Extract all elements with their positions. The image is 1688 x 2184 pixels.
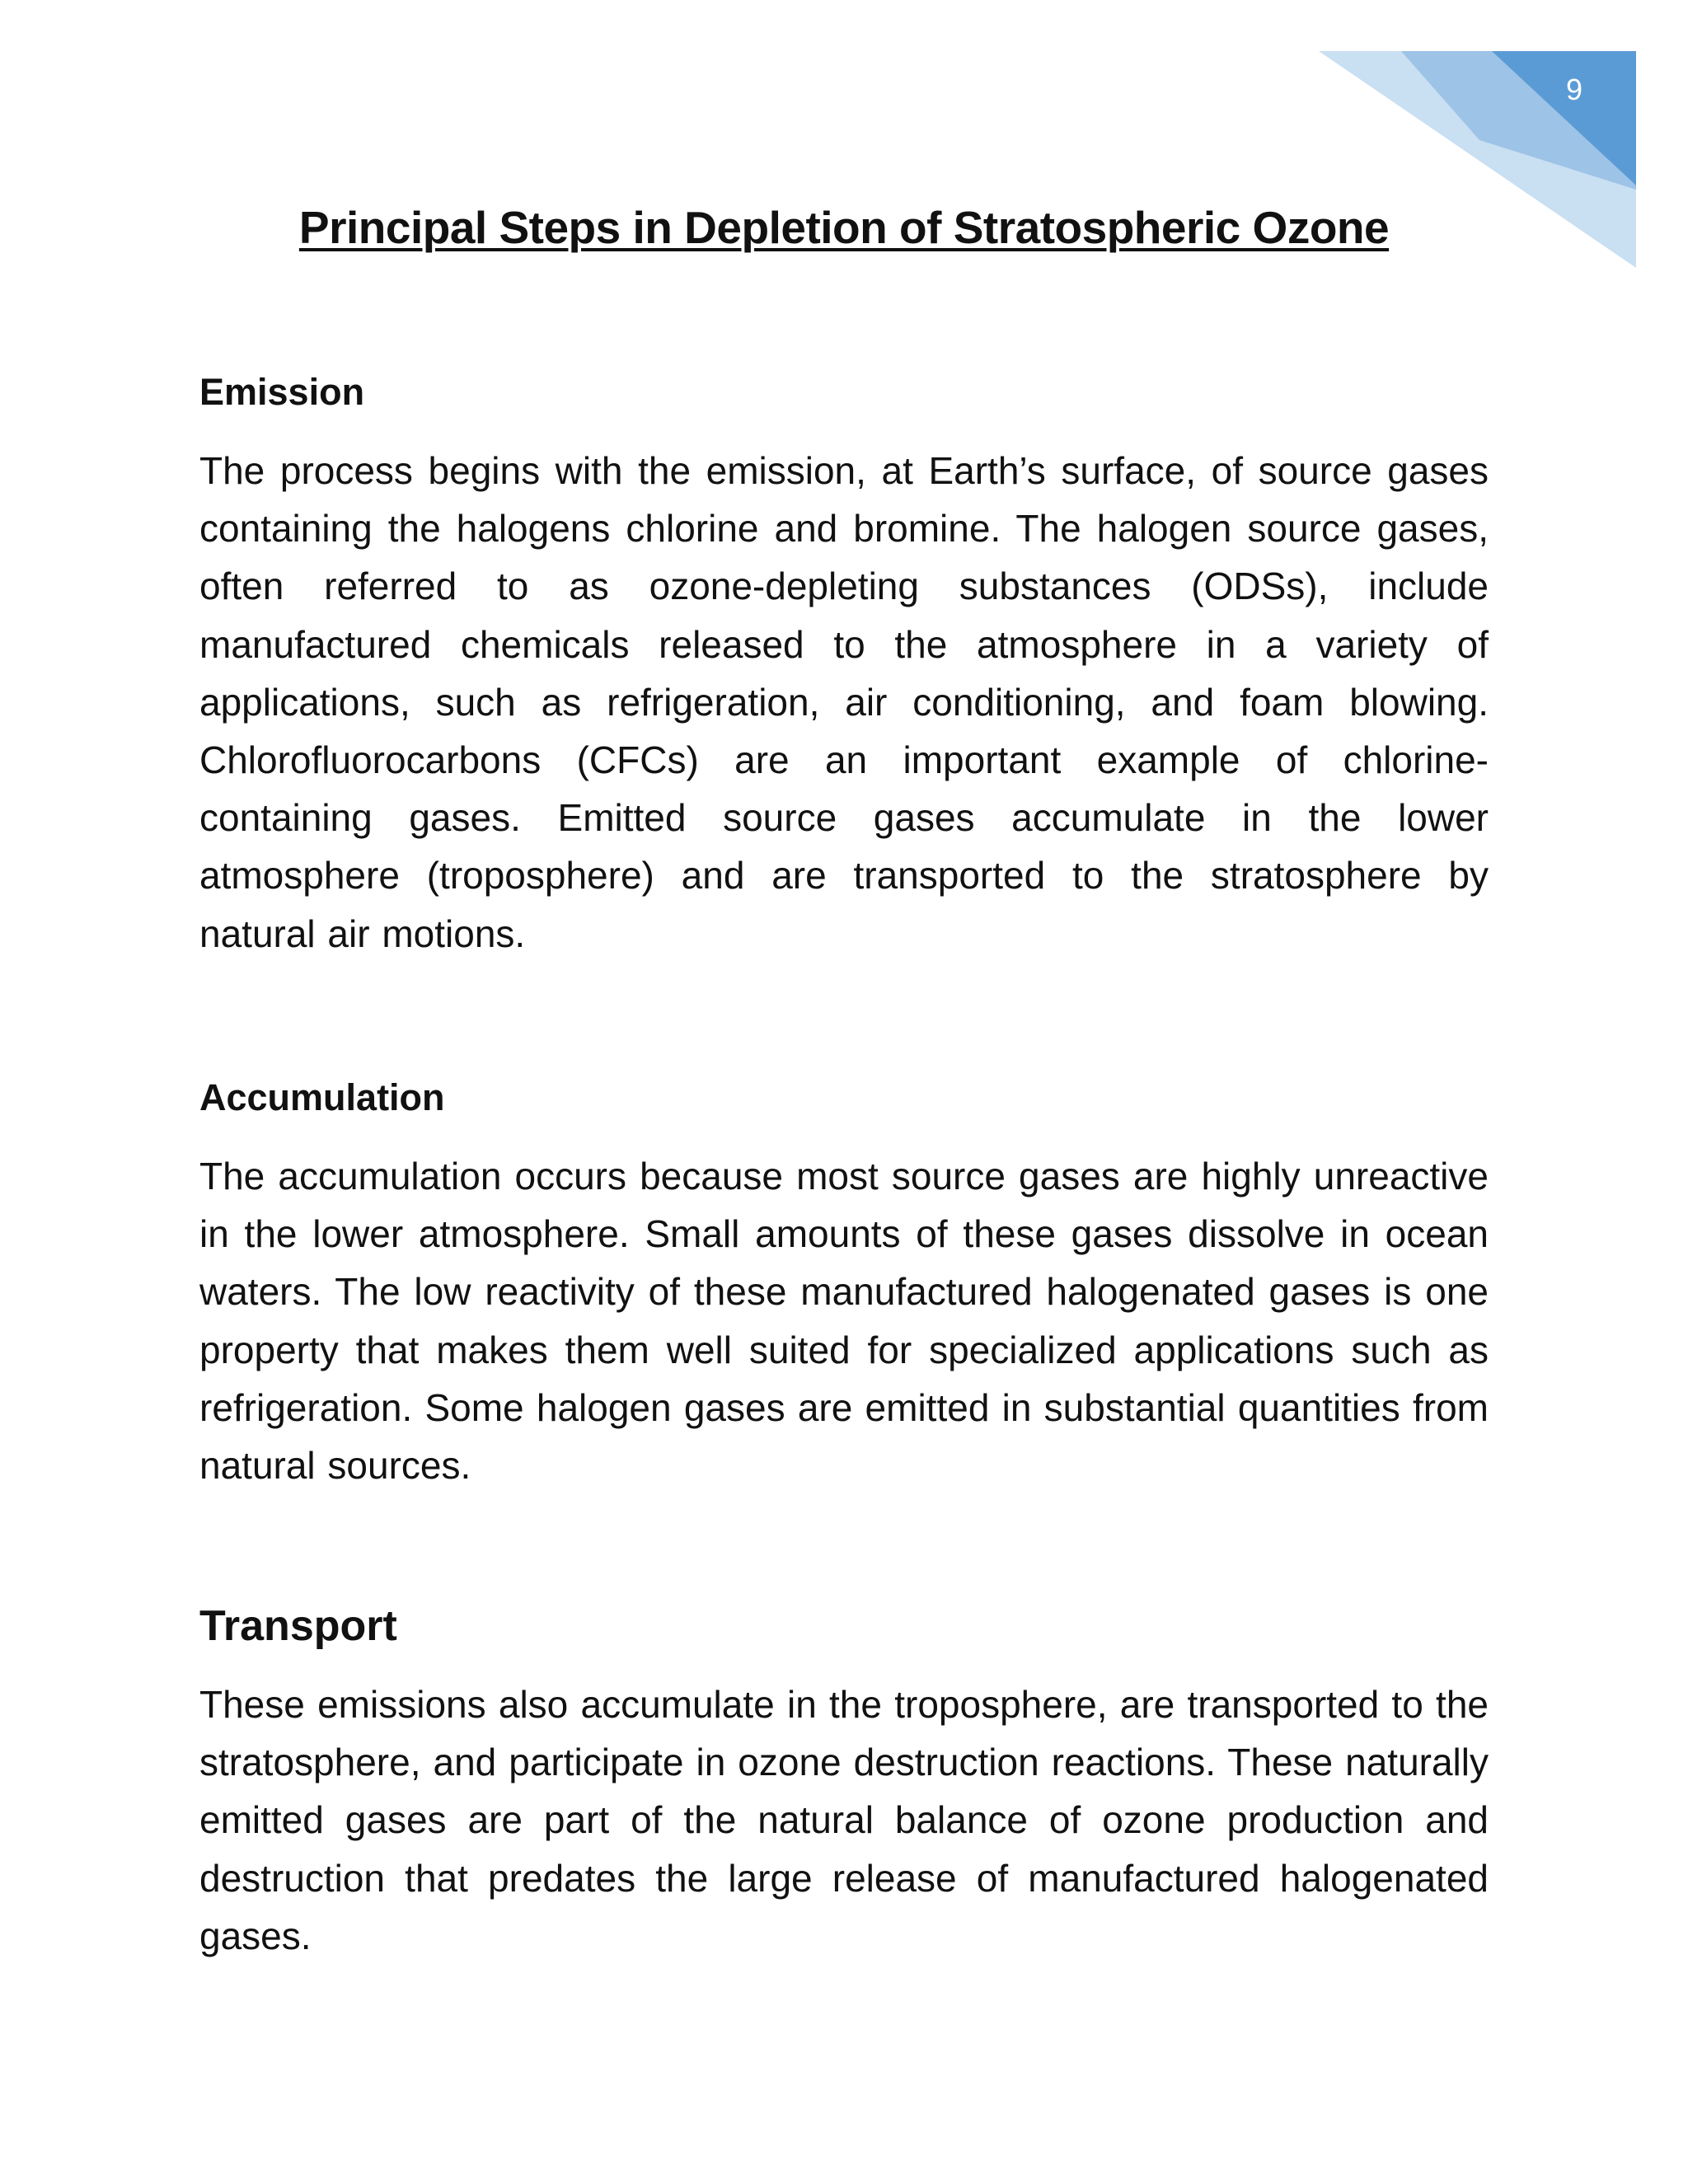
page-number: 9 — [1565, 73, 1583, 106]
section-transport — [199, 1601, 1489, 1965]
section-body: The process begins with the emission, at Earth’s surface, of source gases containing the halogens chlorine and bromine. The halogen source gases, often referred to as ozone-depleting substances (ODSs), include manufactured chemicals released to the atmosphere in a variety of applications, such as refrigeration, air conditioning, and foam blowing. Chlorofluorocarbons (CFCs) are an important example of chlorine-containing gases. Emitted source gases accumulate in the lower atmosphere (troposphere) and are transported to the stratosphere by natural air motions. — [199, 449, 1489, 955]
section-accumulation — [199, 1073, 1489, 1494]
section-emission — [199, 368, 1489, 963]
section-body: These emissions also accumulate in the troposphere, are transported to the stratosphere, and participate in ozone destruction reactions. These naturally emitted gases are part of the natural balance of ozone production and destruction that predates the large release of manufactured halogenated gases. — [199, 1683, 1489, 1957]
section-heading: Transport — [199, 1602, 397, 1650]
section-heading: Emission — [199, 371, 365, 413]
page-title: Principal Steps in Depletion of Stratospheric Ozone — [298, 202, 1390, 253]
section-heading: Accumulation — [199, 1076, 445, 1118]
section-body: The accumulation occurs because most source gases are highly unreactive in the lower atmosphere. Small amounts of these gases dissolve in ocean waters. The low reactivity of these manufactured halogenated gases is one property that makes them well suited for specialized applications such as refrigeration. Some halogen gases are emitted in substantial quantities from natural sources. — [199, 1155, 1489, 1488]
